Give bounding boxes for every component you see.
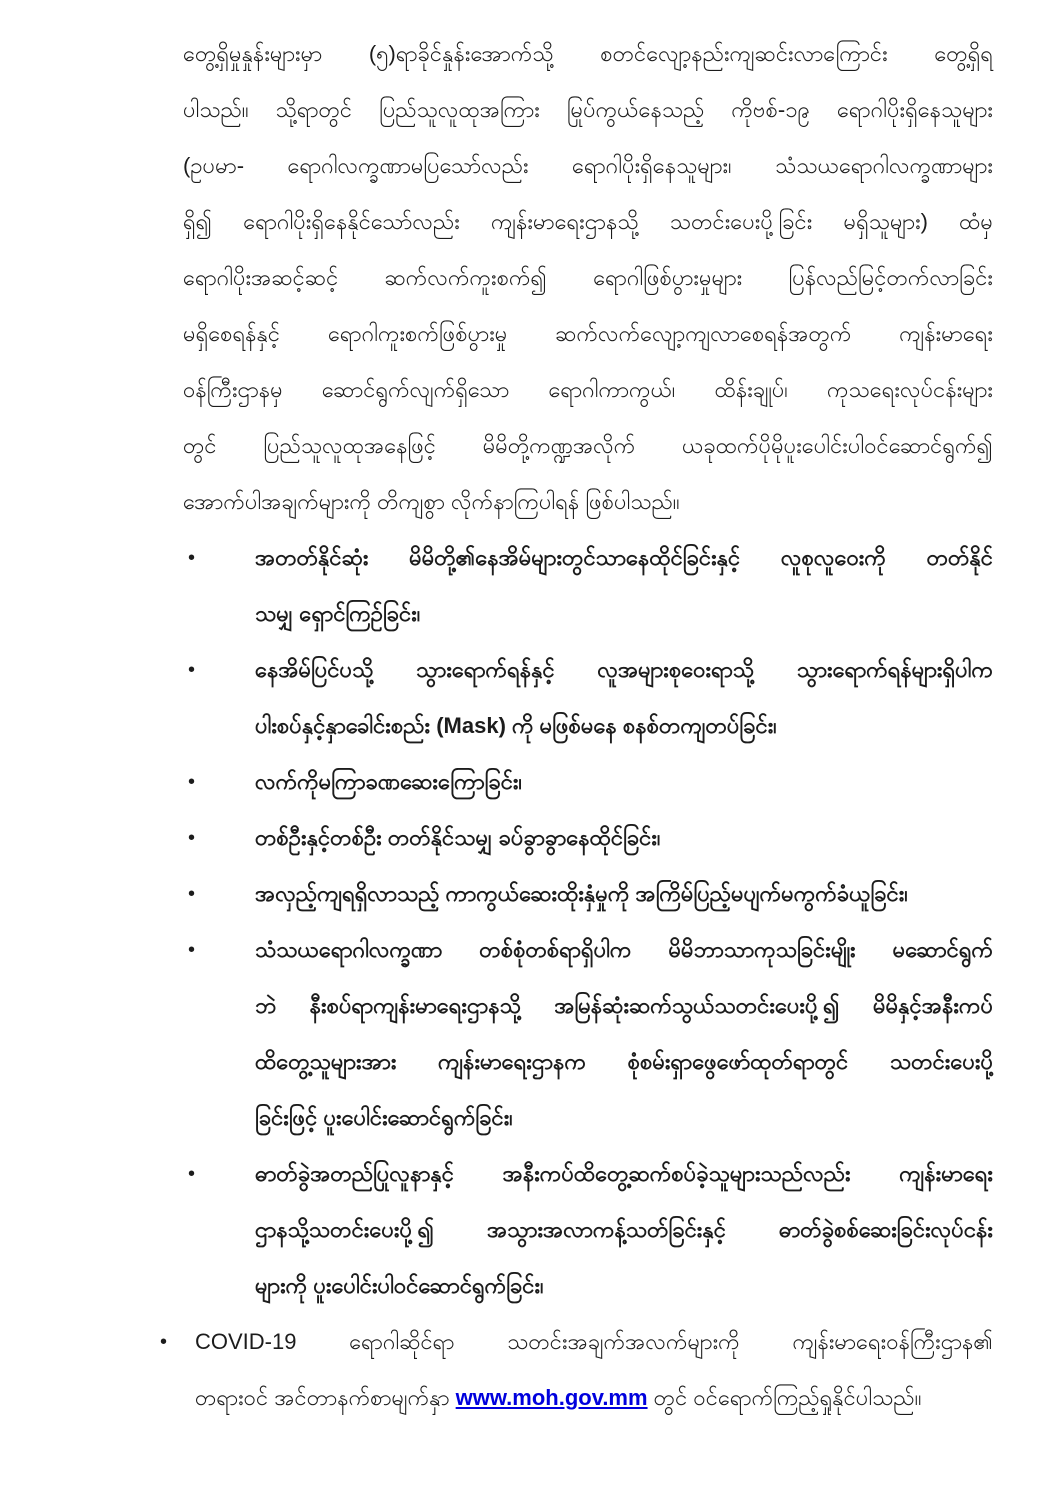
bullet-line: ဓာတ်ခွဲအတည်ပြုလူနာနှင့် အနီးကပ်ထိတွေ့ဆက်စပ်ခဲ့သူများသည်လည်း ကျန်းမာရေး (255, 1161, 993, 1186)
bullet-line: ဌာနသို့သတင်းပေးပို့၍ အသွားအလာကန့်သတ်ခြင်းနှင့် ဓာတ်ခွဲစစ်ဆေးခြင်းလုပ်ငန်း (255, 1217, 993, 1242)
body-paragraph (183, 26, 993, 530)
bullet-text (255, 866, 993, 922)
guideline-bullet-list (0, 530, 1061, 1314)
paragraph-line: ရှိ၍ ရောဂါပိုးရှိနေနိုင်သော်လည်း ကျန်းမာရေးဌာနသို့ သတင်းပေးပို့ခြင်း မရှိသူများ) ထံမှ (183, 209, 993, 234)
bullet-line: ပါးစပ်နှင့်နှာခေါင်းစည်း (Mask) ကို မဖြစ်မနေ စနစ်တကျတပ်ခြင်း၊ (255, 713, 777, 738)
bullet-line: နေအိမ်ပြင်ပသို့ သွားရောက်ရန်နှင့် လူအများစုဝေးရာသို့ သွားရောက်ရန်များရှိပါက (255, 657, 993, 682)
bullet-marker-icon: • (188, 659, 196, 681)
covid-info-line-prefix: တရားဝင် အင်တာနက်စာမျက်နှာ (195, 1385, 456, 1410)
paragraph-line: တွင် ပြည်သူလူထုအနေဖြင့် မိမိတို့ကဏ္ဍအလိုက် ယခုထက်ပိုမိုပူးပေါင်းပါဝင်ဆောင်ရွက်၍ (183, 433, 993, 458)
bullet-text (255, 754, 993, 810)
bullet-line: အလှည့်ကျရရှိလာသည့် ကာကွယ်ဆေးထိုးနှံမှုကို အကြိမ်ပြည့်မပျက်မကွက်ခံယူခြင်း၊ (255, 881, 908, 906)
bullet-marker-icon: • (188, 547, 196, 569)
bullet-line: ထိတွေ့သူများအား ကျန်းမာရေးဌာနက စုံစမ်းရှာဖွေဖော်ထုတ်ရာတွင် သတင်းပေးပို့ (255, 1049, 993, 1074)
bullet-line: များကို ပူးပေါင်းပါဝင်ဆောင်ရွက်ခြင်း၊ (255, 1273, 544, 1298)
paragraph-line: အောက်ပါအချက်များကို တိကျစွာ လိုက်နာကြပါရန် ဖြစ်ပါသည်။ (183, 489, 680, 514)
bullet-text (255, 810, 993, 866)
paragraph-line: တွေ့ရှိမှုနှုန်းများမှာ (၅)ရာခိုင်နှုန်းအောက်သို့ စတင်လျော့နည်းကျဆင်းလာကြောင်း တွေ့ရှိရ (183, 41, 993, 66)
paragraph-line: မရှိစေရန်နှင့် ရောဂါကူးစက်ဖြစ်ပွားမှု ဆက်လက်လျော့ကျလာစေရန်အတွက် ကျန်းမာရေး (183, 321, 993, 346)
paragraph-line: ပါသည်။ သို့ရာတွင် ပြည်သူလူထုအကြား မြုပ်ကွယ်နေသည့် ကိုဗစ်-၁၉ ရောဂါပိုးရှိနေသူများ (183, 97, 993, 122)
bullet-line: အတတ်နိုင်ဆုံး မိမိတို့၏နေအိမ်များတွင်သာနေထိုင်ခြင်းနှင့် လူစုလူဝေးကို တတ်နိုင် (255, 545, 993, 570)
bullet-item (188, 866, 993, 922)
bullet-text (255, 922, 993, 1146)
paragraph-line: ဝန်ကြီးဌာနမှ ဆောင်ရွက်လျက်ရှိသော ရောဂါကာကွယ်၊ ထိန်းချုပ်၊ ကုသရေးလုပ်ငန်းများ (183, 377, 993, 402)
bullet-line: သမျှ ရှောင်ကြဉ်ခြင်း၊ (255, 601, 421, 626)
covid-info-line (195, 1370, 993, 1426)
bullet-marker-icon: • (188, 1163, 196, 1185)
bullet-line: ခြင်းဖြင့် ပူးပေါင်းဆောင်ရွက်ခြင်း၊ (255, 1105, 513, 1130)
bullet-item (188, 810, 993, 866)
bullet-item (188, 1146, 993, 1314)
covid-info-line-suffix: တွင် ဝင်ရောက်ကြည့်ရှုနိုင်ပါသည်။ (647, 1385, 922, 1410)
bullet-text (255, 1146, 993, 1314)
bullet-line: သံသယရောဂါလက္ခဏာ တစ်စုံတစ်ရာရှိပါက မိမိဘာသာကုသခြင်းမျိုး မဆောင်ရွက် (255, 937, 993, 962)
bullet-line: တစ်ဦးနှင့်တစ်ဦး တတ်နိုင်သမျှ ခပ်ခွာခွာနေထိုင်ခြင်း၊ (255, 825, 661, 850)
bullet-item (188, 754, 993, 810)
bullet-item (188, 530, 993, 642)
bullet-line: ဘဲ နီးစပ်ရာကျန်းမာရေးဌာနသို့ အမြန်ဆုံးဆက်သွယ်သတင်းပေးပို့၍ မိမိနှင့်အနီးကပ် (255, 993, 993, 1018)
bullet-item (188, 642, 993, 754)
bullet-marker-icon: • (188, 827, 196, 849)
bullet-line: လက်ကိုမကြာခဏဆေးကြောခြင်း၊ (255, 769, 522, 794)
paragraph-line: ရောဂါပိုးအဆင့်ဆင့် ဆက်လက်ကူးစက်၍ ရောဂါဖြစ်ပွားမှုများ ပြန်လည်မြင့်တက်လာခြင်း (183, 265, 993, 290)
covid-info-line: COVID-19 ရောဂါဆိုင်ရာ သတင်းအချက်အလက်များကို ကျန်းမာရေးဝန်ကြီးဌာန၏ (195, 1329, 993, 1354)
moh-website-link[interactable]: www.moh.gov.mm (455, 1385, 648, 1410)
bullet-text (255, 530, 993, 642)
covid-info-text (195, 1314, 993, 1426)
bullet-marker-icon: • (188, 883, 196, 905)
bullet-item (188, 922, 993, 1146)
paragraph-line: (ဥပမာ- ရောဂါလက္ခဏာမပြသော်လည်း ရောဂါပိုးရှိနေသူများ၊ သံသယရောဂါလက္ခဏာများ (183, 153, 993, 178)
bullet-text (255, 642, 993, 754)
bullet-marker-icon: • (188, 771, 196, 793)
covid-info-bullet-item (160, 1314, 993, 1426)
bullet-marker-icon: • (160, 1331, 168, 1353)
bullet-marker-icon: • (188, 939, 196, 961)
